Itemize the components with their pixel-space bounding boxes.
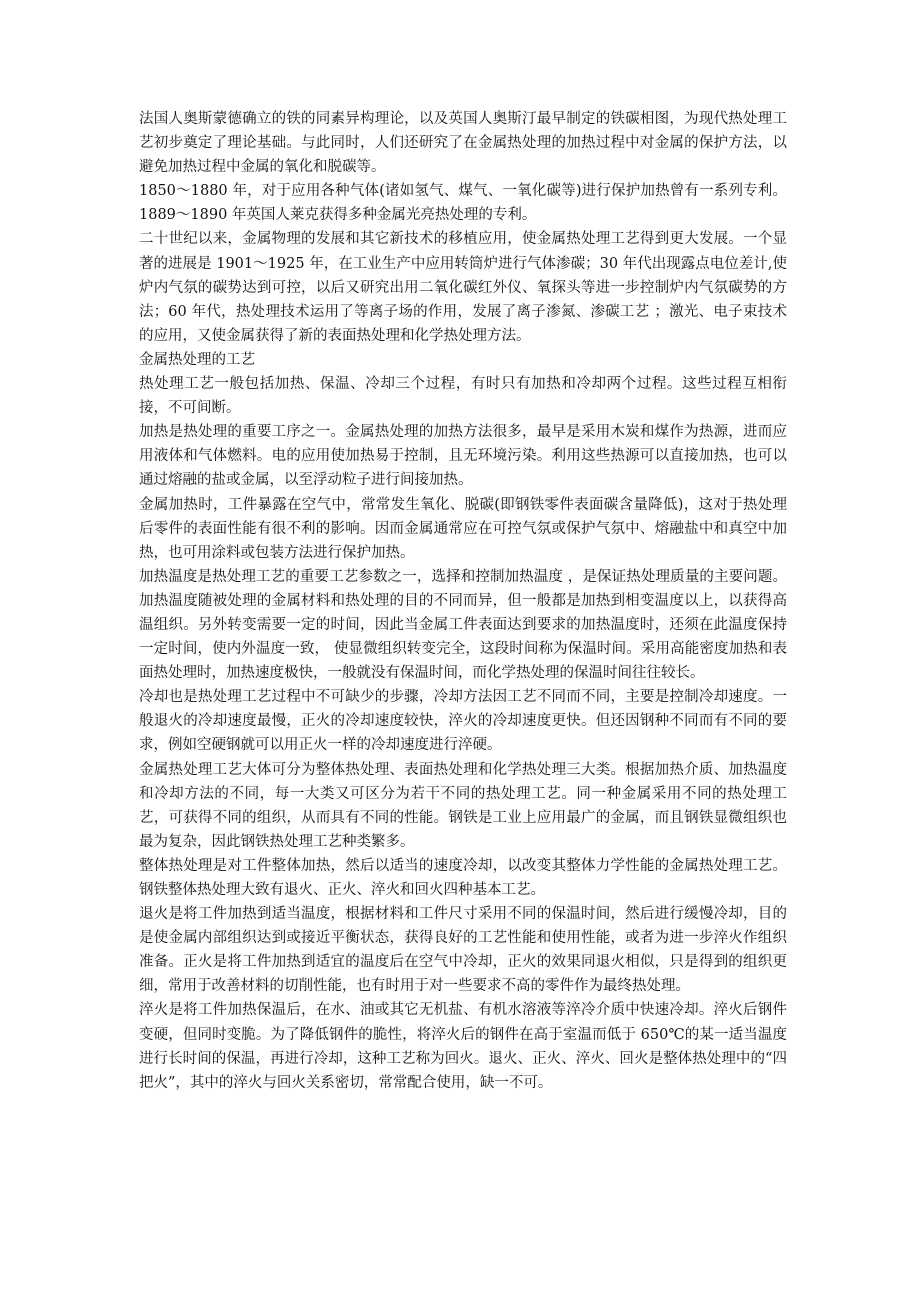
- paragraph-annealing: 退火是将工件加热到适当温度，根据材料和工件尺寸采用不同的保温时间，然后进行缓慢冷却，目的是使金属内部组织达到或接近平衡状态，获得良好的工艺性能和使用性能，或者为进一步淬火作组织准备。正火是将工件加热到适宜的温度后在空气中冷却，正火的效果同退火相似，只是得到的组织更细，常用于改善材料的切削性能，也有时用于对一些要求不高的零件作为最终热处理。: [139, 906, 787, 995]
- paragraph-heating-temperature: 加热温度是热处理工艺的重要工艺参数之一，选择和控制加热温度 ，是保证热处理质量的主要问题。加热温度随被处理的金属材料和热处理的目的不同而异，但一般都是加热到相变温度以上，以获得高温组织。另外转变需要一定的时间，因此当金属工件表面达到要求的加热温度时，还须在此温度保持一定时间，使内外温度一致， 使显微组织转变完全，这段时间称为保温时间。采用高能密度加热和表面热处理时，加热速度极快，一般就没有保温时间，而化学热处理的保温时间往往较长。: [139, 568, 787, 682]
- paragraph-heating: 加热是热处理的重要工序之一。金属热处理的加热方法很多，最早是采用木炭和煤作为热源，进而应用液体和气体燃料。电的应用使加热易于控制，且无环境污染。利用这些热源可以直接加热，也可以通过熔融的盐或金属，以至浮动粒子进行间接加热。: [139, 424, 787, 489]
- paragraph-quenching: 淬火是将工件加热保温后，在水、油或其它无机盐、有机水溶液等淬冷介质中快速冷却。淬火后钢件变硬，但同时变脆。为了降低钢件的脆性，将淬火后的钢件在高于室温而低于 650℃的某一适当温度进行长时间的保温，再进行冷却，这种工艺称为回火。退火、正火、淬火、回火是整体热处理中的“四把火”，其中的淬火与回火关系密切，常常配合使用，缺一不可。: [139, 1002, 787, 1091]
- paragraph-bulk-treatment: 整体热处理是对工件整体加热，然后以适当的速度冷却，以改变其整体力学性能的金属热处理工艺。钢铁整体热处理大致有退火、正火、淬火和回火四种基本工艺。: [139, 857, 787, 898]
- paragraph-gas-protection: 1850～1880 年，对于应用各种气体(诸如氢气、煤气、一氧化碳等)进行保护加热曾有一系列专利。1889～1890 年英国人莱克获得多种金属光亮热处理的专利。: [139, 183, 787, 224]
- paragraph-process-overview: 热处理工艺一般包括加热、保温、冷却三个过程，有时只有加热和冷却两个过程。这些过程互相衔接，不可间断。: [139, 376, 787, 417]
- section-heading: 金属热处理的工艺: [139, 351, 255, 368]
- paragraph-cooling: 冷却也是热处理工艺过程中不可缺少的步骤，冷却方法因工艺不同而不同，主要是控制冷却速度。一般退火的冷却速度最慢，正火的冷却速度较快，淬火的冷却速度更快。但还因钢种不同而有不同的要求，例如空硬钢就可以用正火一样的冷却速度进行淬硬。: [139, 689, 787, 754]
- paragraph-twentieth-century: 二十世纪以来，金属物理的发展和其它新技术的移植应用，使金属热处理工艺得到更大发展。一个显著的进展是 1901～1925 年，在工业生产中应用转筒炉进行气体渗碳；30 年代出现露点电位差计,使炉内气氛的碳势达到可控，以后又研究出用二氧化碳红外仪、氧探头等进一步控制炉内气氛碳势的方法；60 年代，热处理技术运用了等离子场的作用，发展了离子渗氮、渗碳工艺 ；激光、电子束技术的应用，又使金属获得了新的表面热处理和化学热处理方法。: [139, 231, 787, 344]
- paragraph-history-theory: 法国人奥斯蒙德确立的铁的同素异构理论，以及英国人奥斯汀最早制定的铁碳相图，为现代热处理工艺初步奠定了理论基础。与此同时，人们还研究了在金属热处理的加热过程中对金属的保护方法，以避免加热过程中金属的氧化和脱碳等。: [139, 111, 787, 176]
- paragraph-categories: 金属热处理工艺大体可分为整体热处理、表面热处理和化学热处理三大类。根据加热介质、加热温度和冷却方法的不同，每一大类又可区分为若干不同的热处理工艺。同一种金属采用不同的热处理工艺，可获得不同的组织，从而具有不同的性能。钢铁是工业上应用最广的金属，而且钢铁显微组织也最为复杂，因此钢铁热处理工艺种类繁多。: [139, 761, 787, 850]
- document-body: [139, 107, 787, 1095]
- paragraph-oxidation: 金属加热时，工件暴露在空气中，常常发生氧化、脱碳(即钢铁零件表面碳含量降低)，这对于热处理后零件的表面性能有很不利的影响。因而金属通常应在可控气氛或保护气氛中、熔融盐中和真空中加热，也可用涂料或包装方法进行保护加热。: [139, 496, 787, 561]
